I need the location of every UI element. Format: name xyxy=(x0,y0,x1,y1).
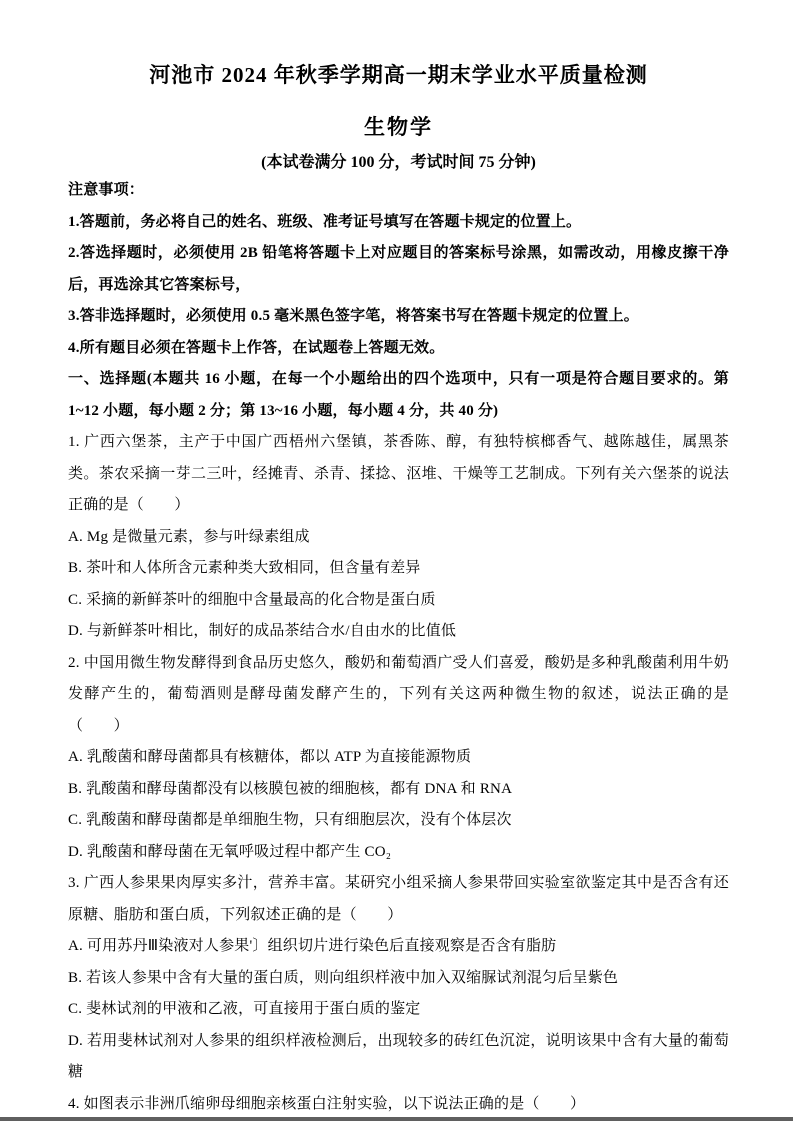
notice-heading: 注意事项： xyxy=(68,182,145,198)
question-1-option-b: B. 茶叶和人体所含元素种类大致相同，但含量有差异 xyxy=(68,560,421,576)
question-3-option-b: B. 若该人参果中含有大量的蛋白质，则向组织样液中加入双缩脲试剂混匀后呈紫色 xyxy=(68,969,619,986)
question-3-option-a: A. 可用苏丹Ⅲ染液对人参果'〕组织切片进行染色后直接观察是否含有脂肪 xyxy=(68,938,557,954)
notice-item-2: 2.答选择题时，必须使用 2B 铅笔将答题卡上对应题目的答案标号涂黑，如需改动，用橡皮擦干净后，再选涂其它答案标号， xyxy=(68,245,729,293)
question-1-stem: 1. 广西六堡茶，主产于中国广西梧州六堡镇，茶香陈、醇，有独特槟榔香气、越陈越佳，属黑茶类。茶农采摘一芽二三叶，经摊青、杀青、揉捻、沤堆、干燥等工艺制成。下列有关六堡茶的说法正确的是（ ） xyxy=(68,434,729,513)
question-1-option-a: A. Mg 是微量元素，参与叶绿素组成 xyxy=(68,528,310,545)
question-3-stem: 3. 广西人参果果肉厚实多汁，营养丰富。某研究小组采摘人参果带回实验室欲鉴定其中是否含有还原糖、脂肪和蛋白质，下列叙述正确的是（ ） xyxy=(68,875,729,923)
exam-body xyxy=(68,175,729,1120)
page-bottom-edge xyxy=(0,1117,793,1121)
notice-item-3: 3.答非选择题时，必须使用 0.5 毫米黑色签字笔，将答案书写在答题卡规定的位置上。 xyxy=(68,308,639,324)
question-2-stem: 2. 中国用微生物发酵得到食品历史悠久，酸奶和葡萄酒广受人们喜爱，酸奶是多种乳酸菌利用牛奶发酵产生的，葡萄酒则是酵母菌发酵产生的，下列有关这两种微生物的叙述，说法正确的是（ ） xyxy=(68,654,729,734)
question-4-stem: 4. 如图表示非洲爪缩卵母细胞亲核蛋白注射实验，以下说法正确的是（ ） xyxy=(68,1095,586,1112)
question-2-option-a: A. 乳酸菌和酵母菌都具有核糖体，都以 ATP 为直接能源物质 xyxy=(68,749,472,765)
question-3-option-c: C. 斐林试剂的甲液和乙液，可直接用于蛋白质的鉴定 xyxy=(68,1001,421,1017)
notice-item-4: 4.所有题目必须在答题卡上作答，在试题卷上答题无效。 xyxy=(68,339,445,356)
question-2-option-d: D. 乳酸菌和酵母菌在无氧呼吸过程中都产生 CO₂ xyxy=(68,843,392,860)
question-1-option-d: D. 与新鲜茶叶相比，制好的成品茶结合水/自由水的比值低 xyxy=(68,623,457,639)
question-2-option-b: B. 乳酸菌和酵母菌都没有以核膜包被的细胞核，都有 DNA 和 RNA xyxy=(68,780,513,797)
question-3-option-d: D. 若用斐林试剂对人参果的组织样液检测后，出现较多的砖红色沉淀，说明该果中含有大量的葡萄糖 xyxy=(68,1032,729,1080)
exam-title: 河池市 2024 年秋季学期高一期末学业水平质量检测 xyxy=(149,63,648,87)
question-2-option-c: C. 乳酸菌和酵母菌都是单细胞生物，只有细胞层次，没有个体层次 xyxy=(68,812,512,828)
notice-item-1: 1.答题前，务必将自己的姓名、班级、准考证号填写在答题卡规定的位置上。 xyxy=(68,213,582,230)
section-heading: 一、选择题(本题共 16 小题，在每一个小题给出的四个选项中，只有一项是符合题目要求的。第 1~12 小题，每小题 2 分；第 13~16 小题，每小题 4 分，共 40 分) xyxy=(68,371,729,419)
exam-info: (本试卷满分 100 分，考试时间 75 分钟) xyxy=(261,154,536,171)
question-1-option-c: C. 采摘的新鲜茶叶的细胞中含量最高的化合物是蛋白质 xyxy=(68,591,436,608)
subject-title: 生物学 xyxy=(364,115,433,139)
